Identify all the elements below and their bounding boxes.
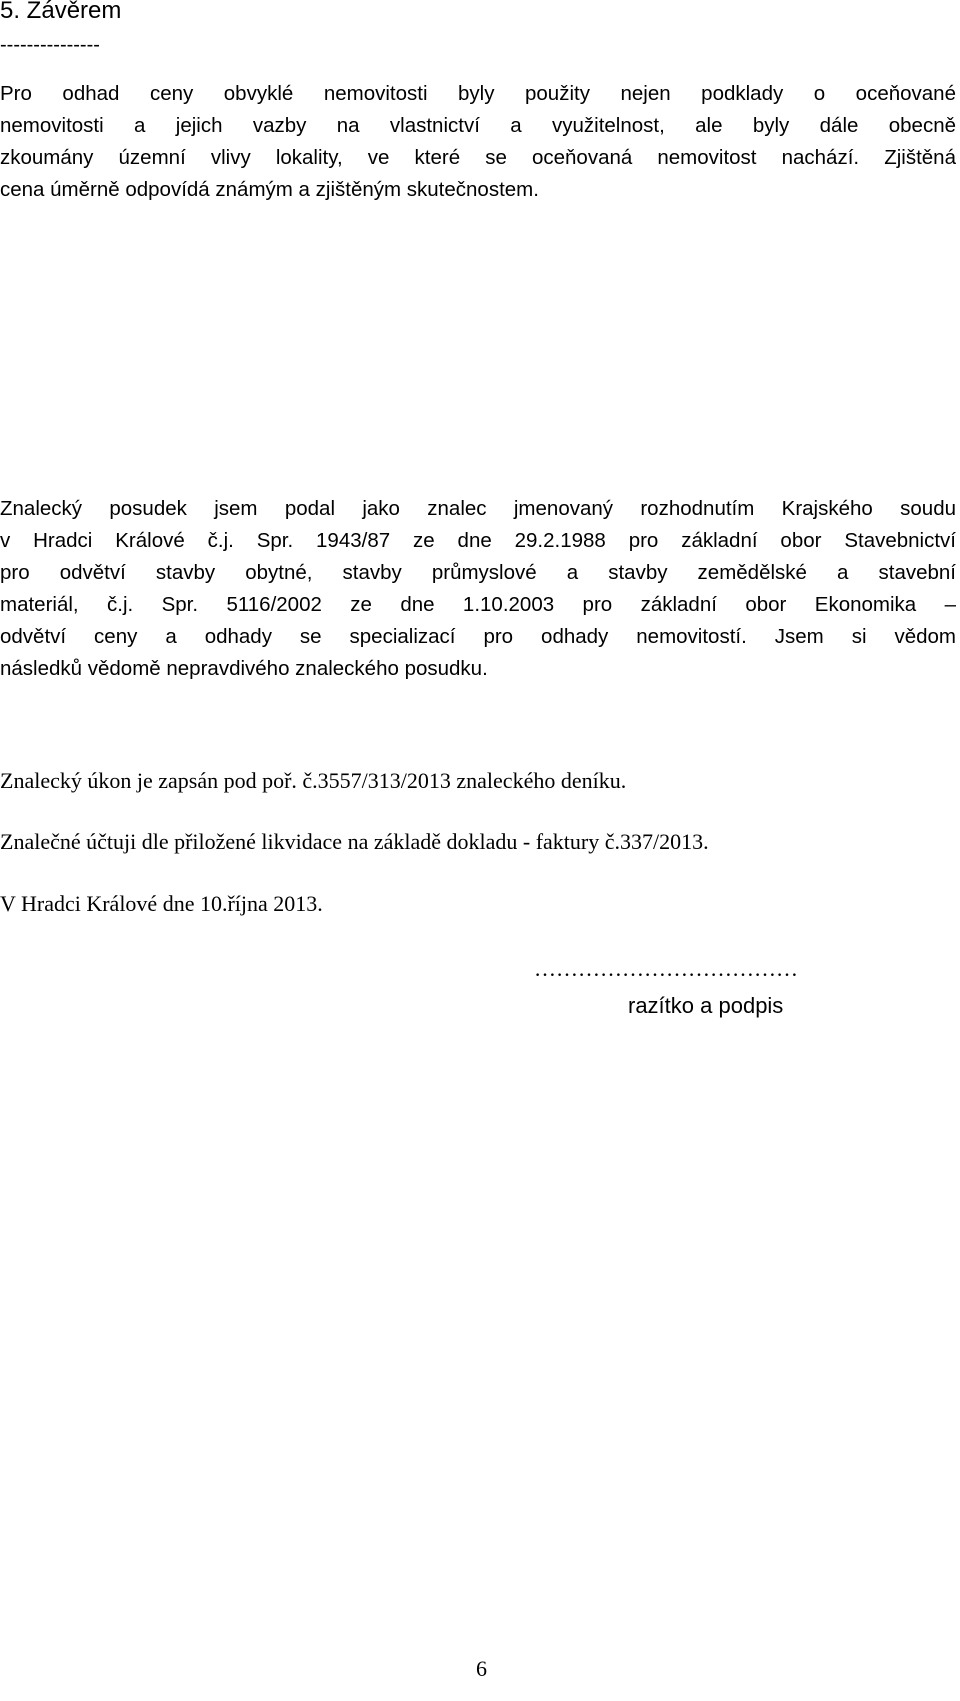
conclusion-paragraph (0, 78, 956, 206)
paragraph-line: pro odvětví stavby obytné, stavby průmyslové a stavby zemědělské a stavební (0, 561, 956, 584)
heading-underline-rule: --------------- (0, 34, 100, 56)
section-heading: 5. Závěrem (0, 0, 122, 24)
paragraph-line: cena úměrně odpovídá známým a zjištěným skutečnostem. (0, 178, 539, 201)
signature-line: ……………………………… (534, 956, 798, 981)
paragraph-line: odvětví ceny a odhady se specializací pro odhady nemovitostí. Jsem si vědom (0, 625, 956, 648)
paragraph-line: v Hradci Králové č.j. Spr. 1943/87 ze dne 29.2.1988 pro základní obor Stavebnictví (0, 529, 956, 552)
place-and-date-text: V Hradci Králové dne 10.října 2013. (0, 891, 323, 916)
paragraph-line: nemovitosti a jejich vazby na vlastnictví a využitelnost, ale byly dále obecně (0, 114, 956, 137)
page-number: 6 (476, 1656, 487, 1681)
paragraph-line: zkoumány územní vlivy lokality, ve které se oceňovaná nemovitost nachází. Zjištěná (0, 146, 956, 169)
expert-declaration-paragraph (0, 493, 956, 685)
fee-statement-text: Znalečné účtuji dle přiložené likvidace na základě dokladu - faktury č.337/2013. (0, 829, 709, 854)
paragraph-line: Znalecký posudek jsem podal jako znalec jmenovaný rozhodnutím Krajského soudu (0, 497, 956, 520)
signature-label: razítko a podpis (628, 993, 784, 1018)
diary-entry-text: Znalecký úkon je zapsán pod poř. č.3557/313/2013 znaleckého deníku. (0, 768, 627, 793)
paragraph-line: následků vědomě nepravdivého znaleckého posudku. (0, 657, 488, 680)
paragraph-line: Pro odhad ceny obvyklé nemovitosti byly použity nejen podklady o oceňované (0, 82, 956, 105)
paragraph-line: materiál, č.j. Spr. 5116/2002 ze dne 1.10.2003 pro základní obor Ekonomika – (0, 593, 956, 616)
